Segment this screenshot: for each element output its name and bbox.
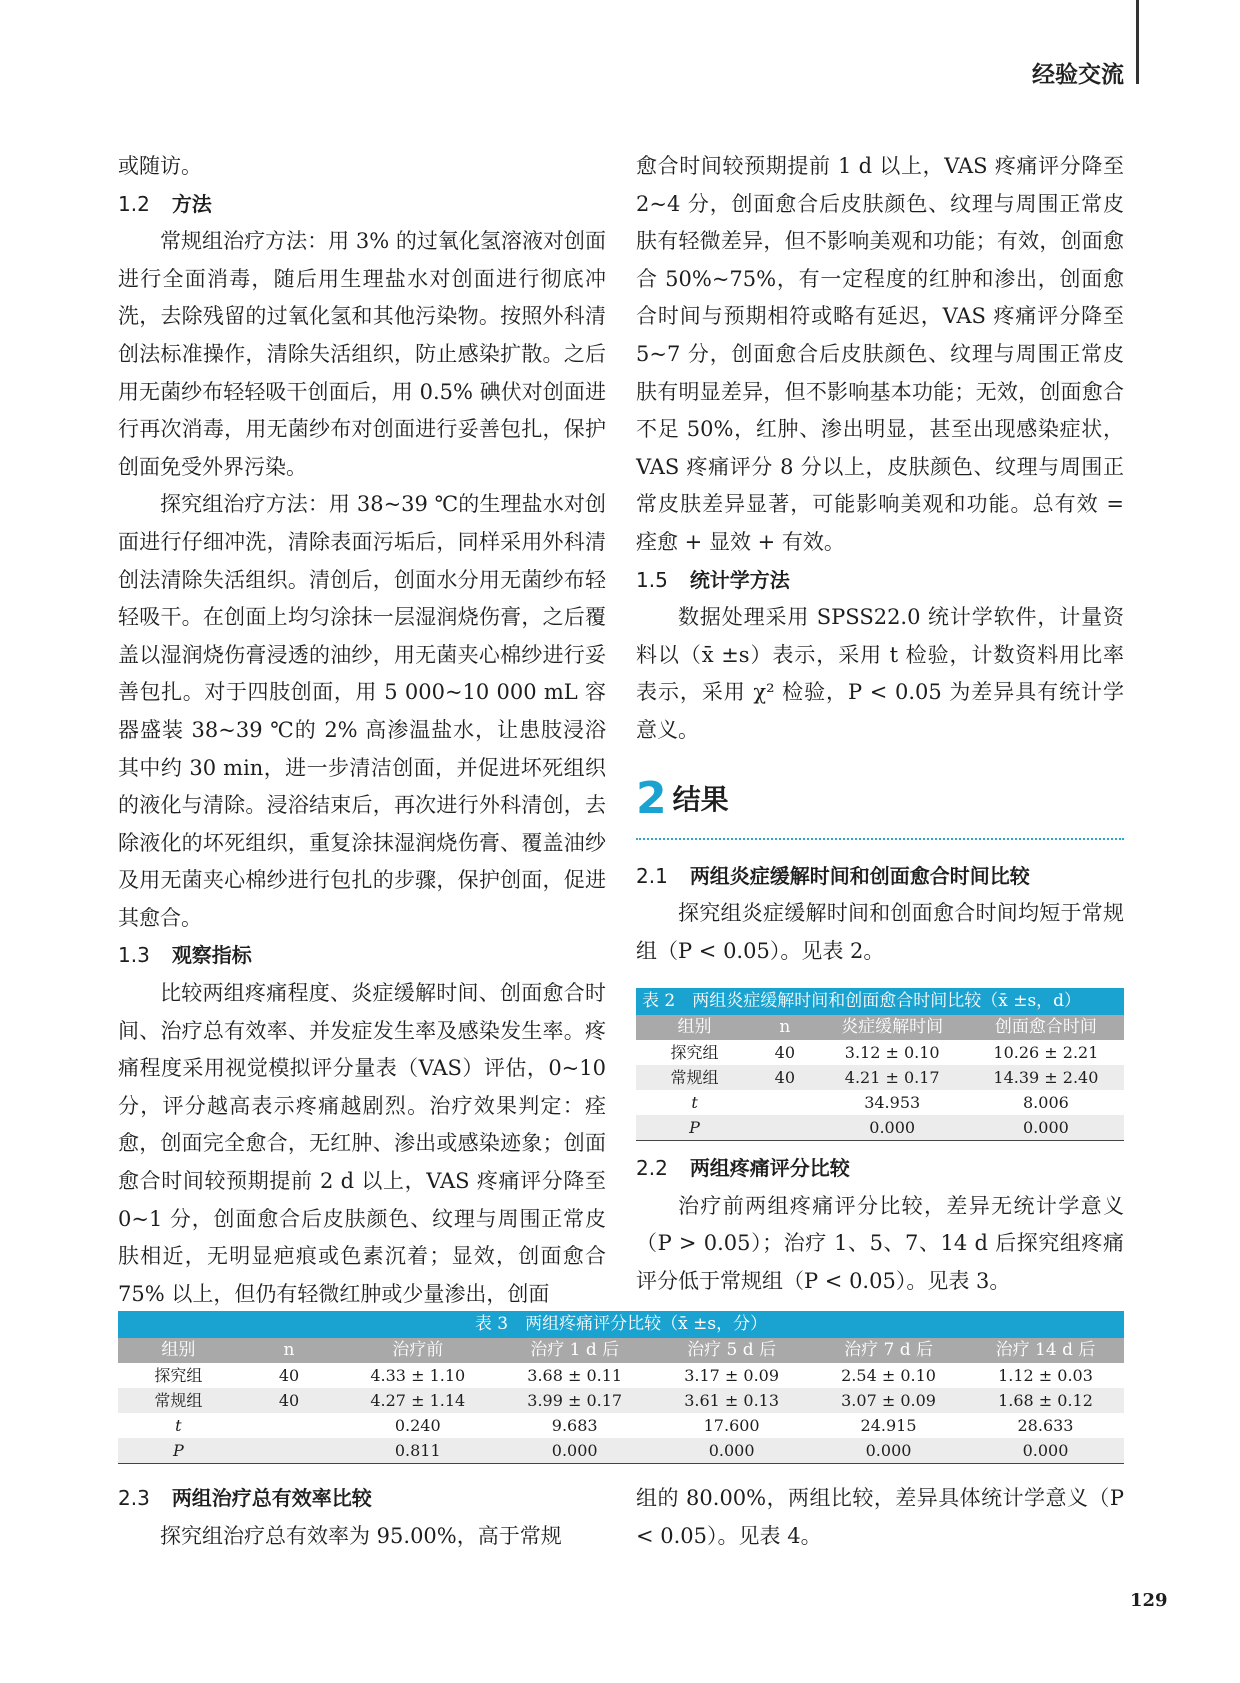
table-header-cell: 组别 xyxy=(118,1338,239,1363)
paragraph: 数据处理采用 SPSS22.0 统计学软件，计量资料以（x̄ ±s）表示，采用 t 检验，计数资料用比率表示，采用 χ² 检验，P < 0.05 为差异具有统计学意义。 xyxy=(636,605,1124,742)
table-cell xyxy=(239,1438,340,1464)
table-cell: 3.12 ± 0.10 xyxy=(817,1040,968,1065)
table-cell: 17.600 xyxy=(653,1413,810,1438)
table-cell: 0.000 xyxy=(817,1115,968,1141)
table-cell: 0.000 xyxy=(810,1438,967,1464)
table-header-row xyxy=(118,1338,1124,1363)
table-caption: 表 2 两组炎症缓解时间和创面愈合时间比较（x̄ ±s，d） xyxy=(636,988,1124,1015)
table-cell xyxy=(753,1090,816,1115)
paragraph: 或随访。 xyxy=(118,154,202,178)
table-row xyxy=(118,1438,1124,1464)
table-cell: 40 xyxy=(753,1040,816,1065)
table-cell: 1.68 ± 0.12 xyxy=(967,1388,1124,1413)
table-cell: 0.000 xyxy=(967,1438,1124,1464)
table-cell: 3.17 ± 0.09 xyxy=(653,1363,810,1388)
table-cell xyxy=(753,1115,816,1141)
table-row xyxy=(118,1413,1124,1438)
table-header-cell: n xyxy=(239,1338,340,1363)
paragraph: 探究组治疗方法：用 38~39 ℃的生理盐水对创面进行仔细冲洗，清除表面污垢后，同样采用外科清创法清除失活组织。清创后，创面水分用无菌纱布轻轻吸干。在创面上均匀涂抹一层湿润烧伤膏，之后覆盖以湿润烧伤膏浸透的油纱，用无菌夹心棉纱进行妥善包扎。对于四肢创面，用 5 000~10 000 mL 容器盛装 38~39 ℃的 2% 高渗温盐水，让患肢浸浴其中约 30 min，进一步清洁创面，并促进坏死组织的液化与清除。浸浴结束后，再次进行外科清创，去除液化的坏死组织，重复涂抹湿润烧伤膏、覆盖油纱及用无菌夹心棉纱进行包扎的步骤，保护创面，促进其愈合。 xyxy=(118,492,606,930)
table-cell: 14.39 ± 2.40 xyxy=(968,1065,1124,1090)
table-cell: 9.683 xyxy=(496,1413,653,1438)
header-rule xyxy=(1136,0,1139,84)
paragraph: 探究组炎症缓解时间和创面愈合时间均短于常规组（P < 0.05）。见表 2。 xyxy=(636,901,1124,963)
table-cell: 探究组 xyxy=(636,1040,753,1065)
table-row xyxy=(636,1040,1124,1065)
table-cell: 2.54 ± 0.10 xyxy=(810,1363,967,1388)
table-row xyxy=(636,1115,1124,1141)
table-row xyxy=(636,1065,1124,1090)
table-cell: 28.633 xyxy=(967,1413,1124,1438)
paragraph: 常规组治疗方法：用 3% 的过氧化氢溶液对创面进行全面消毒，随后用生理盐水对创面进行彻底冲洗，去除残留的过氧化氢和其他污染物。按照外科清创法标准操作，清除失活组织，防止感染扩散。之后用无菌纱布轻轻吸干创面后，用 0.5% 碘伏对创面进行再次消毒，用无菌纱布对创面进行妥善包扎，保护创面免受外界污染。 xyxy=(118,229,606,479)
table-header-cell: 治疗 1 d 后 xyxy=(496,1338,653,1363)
section-2-3-right xyxy=(636,1480,1124,1555)
table-cell: 3.68 ± 0.11 xyxy=(496,1363,653,1388)
page-number: 129 xyxy=(1130,1590,1168,1611)
subheading-1-3: 1.3 观察指标 xyxy=(118,943,252,968)
table-cell: 3.07 ± 0.09 xyxy=(810,1388,967,1413)
table-cell: 4.27 ± 1.14 xyxy=(339,1388,496,1413)
table-header-cell: 治疗 5 d 后 xyxy=(653,1338,810,1363)
table-header-cell: 治疗前 xyxy=(339,1338,496,1363)
section-2-heading: 2 结果 xyxy=(636,780,1124,840)
table-cell: 40 xyxy=(239,1388,340,1413)
table-header-cell: 创面愈合时间 xyxy=(968,1015,1124,1040)
table-header-cell: 炎症缓解时间 xyxy=(817,1015,968,1040)
left-column xyxy=(118,148,606,1313)
subheading-2-2: 2.2 两组疼痛评分比较 xyxy=(636,1156,850,1180)
table-header-cell: 组别 xyxy=(636,1015,753,1040)
table-3 xyxy=(118,1311,1124,1464)
table-cell: 1.12 ± 0.03 xyxy=(967,1363,1124,1388)
subheading-1-2: 1.2 方法 xyxy=(118,191,212,216)
paragraph: 比较两组疼痛程度、炎症缓解时间、创面愈合时间、治疗总有效率、并发症发生率及感染发生率。疼痛程度采用视觉模拟评分量表（VAS）评估，0~10 分，评分越高表示疼痛越剧烈。治疗效果判定：痊愈，创面完全愈合，无红肿、渗出或感染迹象；创面愈合时间较预期提前 2 d 以上，VAS 疼痛评分降至 0~1 分，创面愈合后皮肤颜色、纹理与周围正常皮肤相近，无明显疤痕或色素沉着；显效，创面愈合 75% 以上，但仍有轻微红肿或少量渗出，创面 xyxy=(118,981,606,1306)
table-cell: 40 xyxy=(239,1363,340,1388)
table-cell: 探究组 xyxy=(118,1363,239,1388)
table-cell: P xyxy=(636,1115,753,1141)
table-caption: 表 3 两组疼痛评分比较（x̄ ±s，分） xyxy=(118,1311,1124,1338)
table-cell: 常规组 xyxy=(636,1065,753,1090)
subheading-2-3: 2.3 两组治疗总有效率比较 xyxy=(118,1486,372,1510)
table-cell: 3.99 ± 0.17 xyxy=(496,1388,653,1413)
table-cell: P xyxy=(118,1438,239,1464)
table-row xyxy=(118,1363,1124,1388)
table-cell: 24.915 xyxy=(810,1413,967,1438)
table-header-cell: n xyxy=(753,1015,816,1040)
table-cell: 40 xyxy=(753,1065,816,1090)
right-column xyxy=(636,148,1124,970)
subheading-2-1: 2.1 两组炎症缓解时间和创面愈合时间比较 xyxy=(636,863,1030,888)
paragraph: 组的 80.00%，两组比较，差异具体统计学意义（P < 0.05）。见表 4。 xyxy=(636,1486,1124,1548)
table-cell: 0.811 xyxy=(339,1438,496,1464)
table-2 xyxy=(636,988,1124,1141)
table-row xyxy=(636,1090,1124,1115)
table-cell: 常规组 xyxy=(118,1388,239,1413)
table-header-row xyxy=(636,1015,1124,1040)
table-cell: 0.000 xyxy=(968,1115,1124,1141)
table-cell: t xyxy=(118,1413,239,1438)
table-cell: 34.953 xyxy=(817,1090,968,1115)
table-cell: 4.21 ± 0.17 xyxy=(817,1065,968,1090)
table-cell: 10.26 ± 2.21 xyxy=(968,1040,1124,1065)
table-cell: 0.240 xyxy=(339,1413,496,1438)
section-2-3-left xyxy=(118,1480,606,1555)
section-2-2 xyxy=(636,1150,1124,1300)
table-cell: 0.000 xyxy=(653,1438,810,1464)
table-row xyxy=(118,1388,1124,1413)
subheading-1-5: 1.5 统计学方法 xyxy=(636,567,790,592)
paragraph: 治疗前两组疼痛评分比较，差异无统计学意义（P > 0.05）；治疗 1、5、7、14 d 后探究组疼痛评分低于常规组（P < 0.05）。见表 3。 xyxy=(636,1193,1124,1293)
table-cell: 4.33 ± 1.10 xyxy=(339,1363,496,1388)
section-label: 经验交流 xyxy=(1032,62,1124,88)
table-cell: 0.000 xyxy=(496,1438,653,1464)
table-cell: 3.61 ± 0.13 xyxy=(653,1388,810,1413)
table-cell: t xyxy=(636,1090,753,1115)
table-cell: 8.006 xyxy=(968,1090,1124,1115)
table-cell xyxy=(239,1413,340,1438)
table-header-cell: 治疗 7 d 后 xyxy=(810,1338,967,1363)
paragraph: 探究组治疗总有效率为 95.00%，高于常规 xyxy=(160,1523,562,1548)
paragraph: 愈合时间较预期提前 1 d 以上，VAS 疼痛评分降至 2~4 分，创面愈合后皮肤颜色、纹理与周围正常皮肤有轻微差异，但不影响美观和功能；有效，创面愈合 50%~75%，有一定程度的红肿和渗出，创面愈合时间与预期相符或略有延迟，VAS 疼痛评分降至 5~7 分，创面愈合后皮肤颜色、纹理与周围正常皮肤有明显差异，但不影响基本功能；无效，创面愈合不足 50%，红肿、渗出明显，甚至出现感染症状，VAS 疼痛评分 8 分以上，皮肤颜色、纹理与周围正常皮肤差异显著，可能影响美观和功能。总有效 = 痊愈 + 显效 + 有效。 xyxy=(636,154,1124,554)
table-header-cell: 治疗 14 d 后 xyxy=(967,1338,1124,1363)
